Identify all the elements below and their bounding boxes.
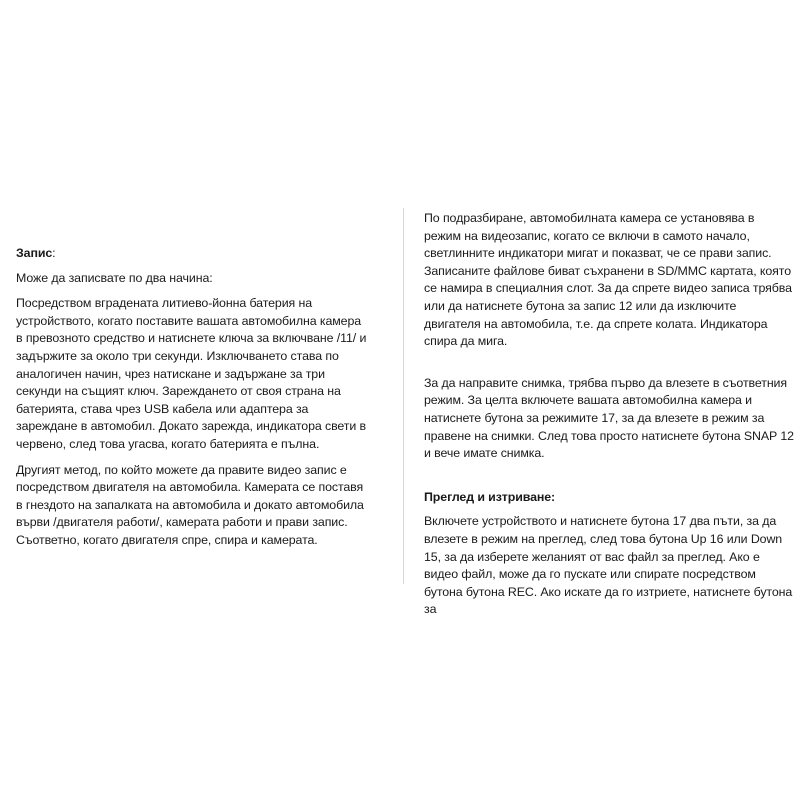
paragraph-two-ways: Може да записвате по два начина: [16, 270, 213, 285]
paragraph-default-mode: По подразбиране, автомобилната камера се установява в режим на видеозапис, когато се включи в самото начало, светлинните индикатори мигат и показват, че се прави запис. Записаните файлове биват съхранени в SD/MMC картата, която се намира в специалния слот. За да спрете видео записа трябва или да натиснете бутона за запис 12 или да изключите двигателя на автомобила, т.е. да спрете колата. Индикатора спира да мига. [424, 211, 792, 349]
section-heading-record-colon: : [52, 246, 56, 260]
paragraph-review: Включете устройството и натиснете бутона 17 два пъти, за да влезете в режим на преглед, след това бутона Up 16 или Down 15, за да изберете желаният от вас файл за преглед. Ако е видео файл, може да го пускате или спирате посредством бутона бутона REC. Ако искате да го изтриете, натиснете бутона за [424, 514, 793, 617]
section-heading-record-text: Запис [16, 246, 53, 260]
section-heading-review: Преглед и изтриване: [424, 489, 556, 504]
paragraph-battery-method: Посредством вградената литиево-йонна батерия на устройството, когато поставите вашата автомобилна камера в превозното средство и натиснете ключа за включване /11/ и задържите за около три секунди. Изключването става по аналогичен начин, чрез натискане и задържане за три секунди на същият ключ. Зареждането от своя страна на батерията, става чрез USB кабела или адаптера за зареждане в автомобил. Докато зарежда, индикатора свети в червено, след това угасва, когато батерията е пълна. [16, 296, 367, 451]
paragraph-snapshot: За да направите снимка, трябва първо да влезете в съответния режим. За целта включете вашата автомобилна камера и натиснете бутона за режимите 17, за да влезете в режим за правене на снимки. След това просто натиснете бутона SNAP 12 и вече имате снимка. [424, 375, 794, 461]
column-divider [403, 208, 404, 584]
section-heading-record [16, 245, 368, 263]
paragraph-engine-method: Другият метод, по който можете да правите видео запис е посредством двигателя на автомобила. Камерата се поставя в гнездото на запалката на автомобила и докато автомобила върви /двигателя работи/, камерата работи и прави запис. Съответно, когато двигателя спре, спира и камерата. [16, 462, 364, 547]
left-column [16, 245, 368, 558]
right-column [424, 210, 794, 627]
